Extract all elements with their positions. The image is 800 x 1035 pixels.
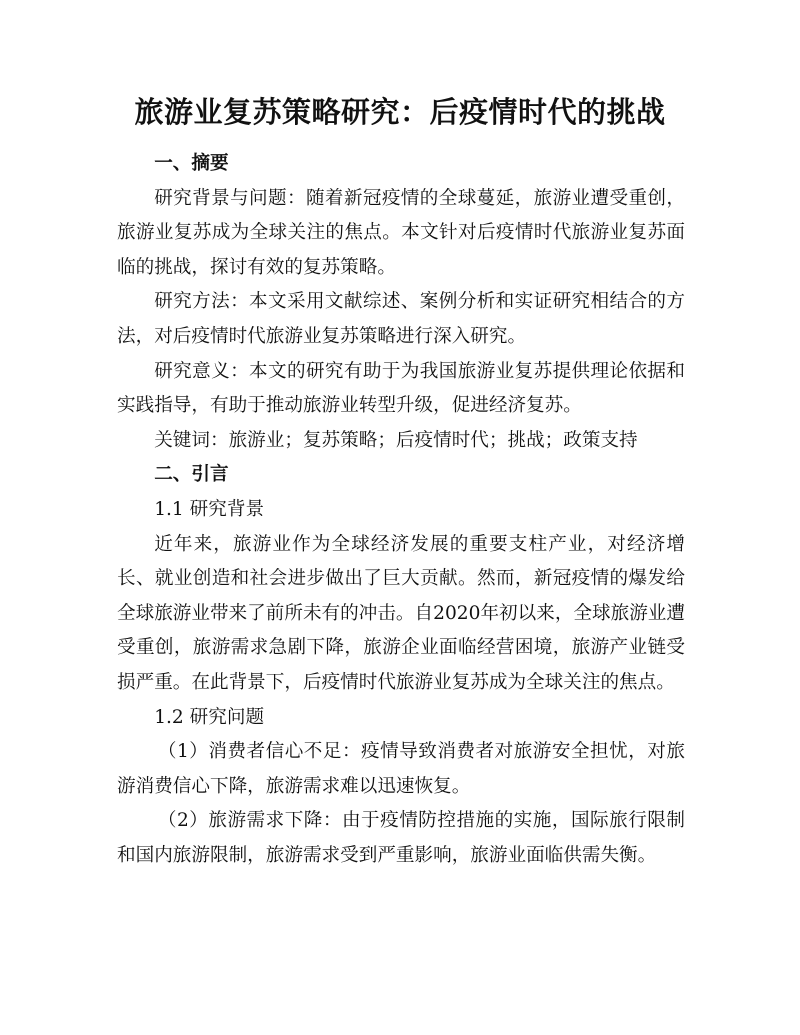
keywords-paragraph: 关键词：旅游业；复苏策略；后疫情时代；挑战；政策支持	[154, 429, 638, 451]
question-item-2: （2）旅游需求下降：由于疫情防控措施的实施，国际旅行限制和国内旅游限制，旅游需求受到严重影响，旅游业面临供需失衡。	[117, 810, 685, 866]
background-paragraph: 近年来，旅游业作为全球经济发展的重要支柱产业，对经济增长、就业创造和社会进步做出了巨大贡献。然而，新冠疫情的爆发给全球旅游业带来了前所未有的冲击。自2020年初以来，全球旅游业遭受重创，旅游需求急剧下降，旅游企业面临经营困境，旅游产业链受损严重。在此背景下，后疫情时代旅游业复苏成为全球关注的焦点。	[117, 533, 685, 693]
intro-heading: 二、引言	[154, 464, 229, 486]
abstract-method-paragraph: 研究方法：本文采用文献综述、案例分析和实证研究相结合的方法，对后疫情时代旅游业复苏策略进行深入研究。	[117, 291, 685, 347]
subsection-heading-questions: 1.2 研究问题	[154, 706, 265, 728]
subsection-heading-background: 1.1 研究背景	[154, 498, 265, 520]
abstract-significance-paragraph: 研究意义：本文的研究有助于为我国旅游业复苏提供理论依据和实践指导，有助于推动旅游业转型升级，促进经济复苏。	[117, 360, 685, 417]
document-body	[117, 147, 685, 873]
abstract-heading: 一、摘要	[154, 153, 229, 174]
question-item-1: （1）消费者信心不足：疫情导致消费者对旅游安全担忧，对旅游消费信心下降，旅游需求难以迅速恢复。	[117, 741, 685, 797]
abstract-background-paragraph: 研究背景与问题：随着新冠疫情的全球蔓延，旅游业遭受重创，旅游业复苏成为全球关注的焦点。本文针对后疫情时代旅游业复苏面临的挑战，探讨有效的复苏策略。	[117, 187, 685, 278]
document-title: 旅游业复苏策略研究：后疫情时代的挑战	[134, 95, 666, 129]
